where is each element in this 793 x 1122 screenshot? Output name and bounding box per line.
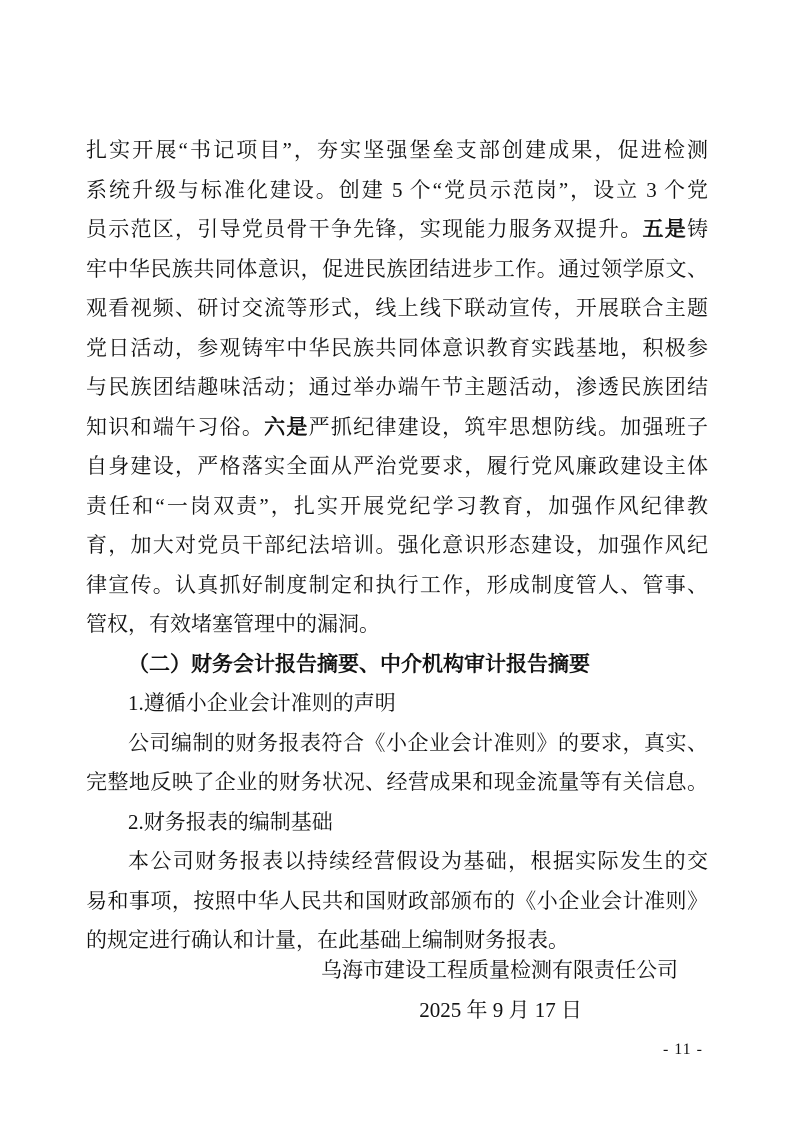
body-line bbox=[86, 763, 708, 803]
signature-company: 乌海市建设工程质量检测有限责任公司 bbox=[321, 958, 678, 982]
signature-date: 2025 年 9 月 17 日 bbox=[419, 998, 582, 1022]
text-segment: 铸 bbox=[687, 217, 708, 241]
bold-emphasis: （二）财务会计报告摘要、中介机构审计报告摘要 bbox=[128, 651, 590, 676]
text-segment: 责任和“一岗双责”，扎实开展党纪学习教育，加强作风纪律教 bbox=[86, 493, 708, 518]
body-line bbox=[86, 408, 708, 448]
text-segment: 易和事项，按照中华人民共和国财政部颁布的《小企业会计准则》 bbox=[86, 888, 708, 913]
text-segment: 与民族团结趣味活动；通过举办端午节主题活动，渗透民族团结 bbox=[86, 375, 708, 399]
text-segment: 2.财务报表的编制基础 bbox=[128, 809, 333, 834]
bold-emphasis: 五是 bbox=[642, 217, 688, 241]
body-line bbox=[86, 487, 708, 527]
document-body bbox=[86, 131, 708, 961]
body-line bbox=[86, 526, 708, 566]
text-segment: 知识和端午习俗。 bbox=[86, 414, 265, 439]
text-segment: 观看视频、研讨交流等形式，线上线下联动宣传，开展联合主题 bbox=[86, 296, 708, 320]
text-segment: 严抓纪律建设，筑牢思想防线。加强班子 bbox=[308, 414, 708, 439]
body-line bbox=[86, 882, 708, 922]
body-line bbox=[86, 724, 708, 764]
body-line bbox=[86, 289, 708, 329]
text-segment: 管权，有效堵塞管理中的漏洞。 bbox=[86, 612, 380, 636]
text-segment: 1.遵循小企业会计准则的声明 bbox=[128, 691, 396, 715]
text-segment: 的规定进行确认和计量，在此基础上编制财务报表。 bbox=[86, 928, 569, 952]
body-line bbox=[86, 447, 708, 487]
text-segment: 完整地反映了企业的财务状况、经营成果和现金流量等有关信息。 bbox=[86, 770, 708, 794]
body-line bbox=[86, 131, 708, 171]
body-line bbox=[86, 171, 708, 211]
body-line bbox=[86, 210, 708, 250]
text-segment: 律宣传。认真抓好制度制定和执行工作，形成制度管人、管事、 bbox=[86, 572, 708, 597]
text-segment: 员示范区，引导党员骨干争先锋，实现能力服务双提升。 bbox=[86, 217, 643, 241]
text-segment: 公司编制的财务报表符合《小企业会计准则》的要求，真实、 bbox=[128, 730, 708, 755]
body-line bbox=[86, 329, 708, 369]
text-segment: 扎实开展“书记项目”，夯实坚强堡垒支部创建成果，促进检测 bbox=[86, 138, 708, 162]
sub-heading bbox=[86, 684, 708, 724]
bold-emphasis: 六是 bbox=[264, 414, 309, 439]
text-segment: 牢中华民族共同体意识，促进民族团结进步工作。通过领学原文、 bbox=[86, 256, 708, 281]
body-line bbox=[86, 250, 708, 290]
body-line bbox=[86, 566, 708, 606]
body-line bbox=[86, 605, 708, 645]
text-segment: 党日活动，参观铸牢中华民族共同体意识教育实践基地，积极参 bbox=[86, 335, 708, 360]
body-line bbox=[86, 842, 708, 882]
page-number: - 11 - bbox=[662, 1041, 703, 1058]
text-segment: 本公司财务报表以持续经营假设为基础，根据实际发生的交 bbox=[128, 849, 708, 873]
text-segment: 育，加大对党员干部纪法培训。强化意识形态建设，加强作风纪 bbox=[86, 533, 708, 557]
section-heading bbox=[86, 645, 708, 685]
text-segment: 系统升级与标准化建设。创建 5 个“党员示范岗”，设立 3 个党 bbox=[86, 177, 708, 202]
sub-heading bbox=[86, 803, 708, 843]
body-line bbox=[86, 368, 708, 408]
text-segment: 自身建设，严格落实全面从严治党要求，履行党风廉政建设主体 bbox=[86, 454, 708, 478]
